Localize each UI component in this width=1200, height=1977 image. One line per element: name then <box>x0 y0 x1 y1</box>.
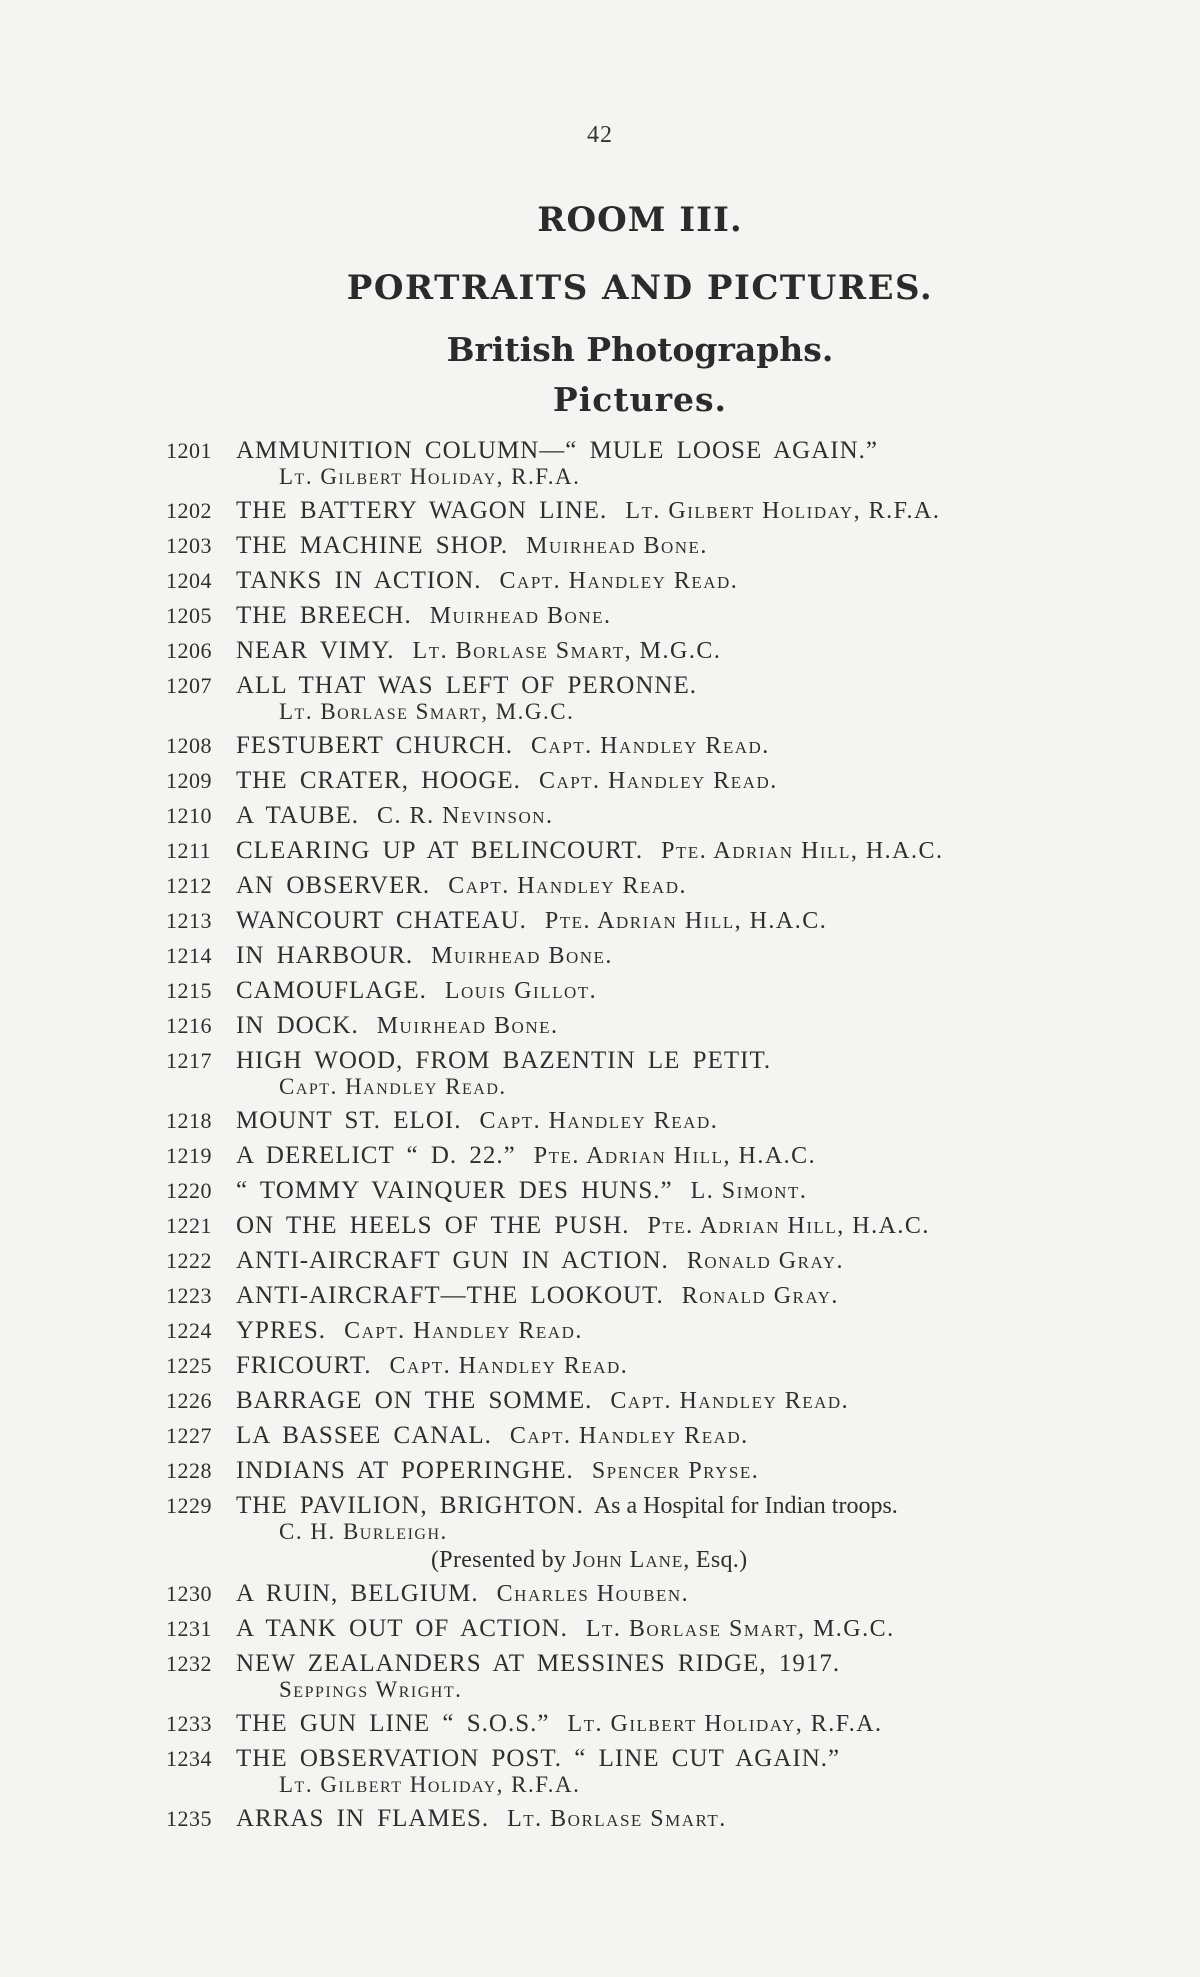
entry-artist: Lt. Borlase Smart, M.G.C. <box>585 1616 895 1642</box>
entry-artist: Lt. Borlase Smart. <box>507 1806 727 1832</box>
section-heading: PORTRAITS AND PICTURES. <box>346 268 934 308</box>
entry-title: HIGH WOOD, FROM BAZENTIN LE PETIT. <box>236 1047 772 1074</box>
entry-number: 1217 <box>166 1048 212 1073</box>
entry-artist: Lt. Gilbert Holiday, R.F.A. <box>567 1711 883 1737</box>
entry-title: BARRAGE ON THE SOMME. <box>236 1387 593 1414</box>
entry-line <box>166 1011 1126 1041</box>
entry-line <box>166 906 1126 936</box>
entry-artist: Capt. Handley Read. <box>610 1388 850 1414</box>
catalogue-entry <box>166 1491 1126 1574</box>
catalogue-entry <box>166 766 1126 796</box>
entry-artist: Ronald Gray. <box>681 1283 839 1309</box>
entry-title: A TANK OUT OF ACTION. <box>236 1615 568 1642</box>
entry-title: “ TOMMY VAINQUER DES HUNS.” <box>236 1177 673 1204</box>
entry-number: 1226 <box>166 1388 212 1413</box>
catalogue-list <box>166 436 1126 1839</box>
entry-artist: Lt. Borlase Smart, M.G.C. <box>279 699 575 724</box>
entry-number: 1208 <box>166 733 212 758</box>
entry-title: ANTI-AIRCRAFT GUN IN ACTION. <box>236 1247 669 1274</box>
entry-note: As a Hospital for Indian troops. <box>593 1493 898 1519</box>
entry-artist: Ronald Gray. <box>686 1248 844 1274</box>
entry-title: CAMOUFLAGE. <box>236 977 427 1004</box>
catalogue-entry <box>166 1456 1126 1486</box>
entry-line <box>166 1491 1126 1521</box>
catalogue-entry <box>166 1709 1126 1739</box>
entry-title: CLEARING UP AT BELINCOURT. <box>236 837 644 864</box>
entry-artist: Capt. Handley Read. <box>389 1353 629 1379</box>
entry-artist: Pte. Adrian Hill, H.A.C. <box>647 1213 930 1239</box>
entry-number: 1229 <box>166 1493 212 1518</box>
entry-title: WANCOURT CHATEAU. <box>236 907 527 934</box>
entry-line <box>166 1316 1126 1346</box>
entry-line <box>166 436 1126 466</box>
entry-artist: Muirhead Bone. <box>376 1013 559 1039</box>
entry-title: YPRES. <box>236 1317 327 1344</box>
entry-number: 1224 <box>166 1318 212 1343</box>
entry-number: 1210 <box>166 803 212 828</box>
entry-line <box>166 1386 1126 1416</box>
entry-line <box>166 496 1126 526</box>
entry-title: NEAR VIMY. <box>236 637 395 664</box>
entry-artist: Muirhead Bone. <box>431 943 613 969</box>
entry-line <box>166 1804 1126 1834</box>
entry-line <box>166 1141 1126 1171</box>
catalogue-entry <box>166 671 1126 726</box>
entry-number: 1205 <box>166 603 212 628</box>
entry-artist: Muirhead Bone. <box>429 603 612 629</box>
entry-line <box>166 766 1126 796</box>
entry-artist: Seppings Wright. <box>279 1677 463 1702</box>
entry-title: A DERELICT “ D. 22.” <box>236 1142 516 1169</box>
entry-title: THE BREECH. <box>236 602 412 629</box>
catalogue-entry <box>166 836 1126 866</box>
entry-number: 1235 <box>166 1806 212 1831</box>
entry-line <box>166 731 1126 761</box>
catalogue-entry <box>166 1744 1126 1799</box>
entry-title: THE BATTERY WAGON LINE. <box>236 497 608 524</box>
entry-line <box>166 1709 1126 1739</box>
entry-artist: Capt. Handley Read. <box>509 1423 749 1449</box>
entry-line <box>166 1744 1126 1774</box>
room-heading: ROOM III. <box>537 200 743 240</box>
entry-line <box>166 1614 1126 1644</box>
entry-line <box>166 1456 1126 1486</box>
entry-artist: Lt. Borlase Smart, M.G.C. <box>412 638 722 664</box>
entry-line <box>166 566 1126 596</box>
entry-artist: Capt. Handley Read. <box>499 568 739 594</box>
entry-title: TANKS IN ACTION. <box>236 567 482 594</box>
entry-artist: Pte. Adrian Hill, H.A.C. <box>544 908 828 934</box>
entry-title: THE CRATER, HOOGE. <box>236 767 521 794</box>
catalogue-entry <box>166 801 1126 831</box>
entry-line <box>166 1246 1126 1276</box>
presented-suffix: , Esq.) <box>683 1547 748 1573</box>
entry-line <box>166 601 1126 631</box>
entry-title: LA BASSEE CANAL. <box>236 1422 492 1449</box>
entry-title: AN OBSERVER. <box>236 872 431 899</box>
entry-artist: Muirhead Bone. <box>526 533 708 559</box>
entry-artist: Capt. Handley Read. <box>344 1318 583 1344</box>
entry-artist: Capt. Handley Read. <box>538 768 778 794</box>
catalogue-entry <box>166 1351 1126 1381</box>
catalogue-entry <box>166 1106 1126 1136</box>
catalogue-entry <box>166 1011 1126 1041</box>
entry-line <box>166 801 1126 831</box>
entry-title: ARRAS IN FLAMES. <box>236 1805 490 1832</box>
entry-artist: Pte. Adrian Hill, H.A.C. <box>533 1143 817 1169</box>
entry-number: 1228 <box>166 1458 212 1483</box>
entry-number: 1207 <box>166 673 212 698</box>
catalogue-entry <box>166 436 1126 491</box>
entry-number: 1234 <box>166 1746 212 1771</box>
entry-line <box>166 1046 1126 1076</box>
presented-donor: John Lane <box>572 1547 684 1573</box>
catalogue-entry <box>166 1649 1126 1704</box>
catalogue-entry <box>166 496 1126 526</box>
entry-artist: Capt. Handley Read. <box>531 733 770 759</box>
entry-title: A RUIN, BELGIUM. <box>236 1580 479 1607</box>
entry-number: 1232 <box>166 1651 212 1676</box>
catalogue-entry <box>166 1176 1126 1206</box>
catalogue-entry <box>166 636 1126 666</box>
entry-artist: Louis Gillot. <box>444 978 598 1004</box>
entry-title: FRICOURT. <box>236 1352 372 1379</box>
catalogue-entry <box>166 976 1126 1006</box>
entry-artist: Pte. Adrian Hill, H.A.C. <box>661 838 944 864</box>
entry-artist: L. Simont. <box>690 1178 808 1204</box>
catalogue-entry <box>166 1246 1126 1276</box>
catalogue-entry <box>166 1614 1126 1644</box>
entry-number: 1202 <box>166 498 212 523</box>
catalogue-entry <box>166 566 1126 596</box>
entry-line <box>166 531 1126 561</box>
entry-number: 1230 <box>166 1581 212 1606</box>
entry-artist: Capt. Handley Read. <box>479 1108 719 1134</box>
entry-artist: C. H. Burleigh. <box>279 1519 448 1544</box>
entry-artist: Lt. Gilbert Holiday, R.F.A. <box>279 1772 581 1797</box>
entry-title: FESTUBERT CHURCH. <box>236 732 514 759</box>
entry-title: INDIANS AT POPERINGHE. <box>236 1457 574 1484</box>
page-number: 42 <box>587 122 613 148</box>
entry-title: THE PAVILION, BRIGHTON. <box>236 1492 584 1519</box>
catalogue-entry <box>166 1421 1126 1451</box>
entry-title: IN DOCK. <box>236 1012 359 1039</box>
entry-line <box>166 1649 1126 1679</box>
subsection-heading: British Photographs. <box>446 330 834 369</box>
catalogue-entry <box>166 1211 1126 1241</box>
entry-number: 1204 <box>166 568 212 593</box>
catalogue-entry <box>166 1281 1126 1311</box>
catalogue-entry <box>166 871 1126 901</box>
entry-title: THE MACHINE SHOP. <box>236 532 509 559</box>
entry-number: 1223 <box>166 1283 212 1308</box>
entry-number: 1220 <box>166 1178 212 1203</box>
entry-title: THE OBSERVATION POST. “ LINE CUT AGAIN.” <box>236 1745 841 1772</box>
entry-title: ANTI-AIRCRAFT—THE LOOKOUT. <box>236 1282 664 1309</box>
entry-line <box>166 1351 1126 1381</box>
entry-number: 1218 <box>166 1108 212 1133</box>
entry-number: 1221 <box>166 1213 212 1238</box>
entry-line <box>166 636 1126 666</box>
entry-number: 1231 <box>166 1616 212 1641</box>
entry-artist: Lt. Gilbert Holiday, R.F.A. <box>279 464 581 489</box>
entry-number: 1201 <box>166 438 212 463</box>
entry-line <box>166 1579 1126 1609</box>
entry-title: A TAUBE. <box>236 802 360 829</box>
entry-title: ALL THAT WAS LEFT OF PERONNE. <box>236 672 697 699</box>
entry-number: 1213 <box>166 908 212 933</box>
entry-line <box>166 1281 1126 1311</box>
entry-line <box>166 1176 1126 1206</box>
presented-prefix: (Presented by <box>431 1547 567 1573</box>
entry-number: 1219 <box>166 1143 212 1168</box>
entry-number: 1227 <box>166 1423 212 1448</box>
entry-line <box>166 836 1126 866</box>
entry-number: 1212 <box>166 873 212 898</box>
entry-line <box>166 941 1126 971</box>
entry-artist: Spencer Pryse. <box>591 1458 760 1484</box>
entry-line <box>166 1106 1126 1136</box>
catalogue-entry <box>166 601 1126 631</box>
entry-title: ON THE HEELS OF THE PUSH. <box>236 1212 630 1239</box>
catalogue-entry <box>166 941 1126 971</box>
entry-line <box>166 671 1126 701</box>
entry-number: 1225 <box>166 1353 212 1378</box>
catalogue-entry <box>166 906 1126 936</box>
entry-artist: C. R. Nevinson. <box>377 803 554 829</box>
entry-number: 1216 <box>166 1013 212 1038</box>
category-heading: Pictures. <box>552 380 728 419</box>
entry-number: 1209 <box>166 768 212 793</box>
entry-presented-note <box>166 1546 1126 1574</box>
catalogue-entry <box>166 1804 1126 1834</box>
catalogue-entry <box>166 1386 1126 1416</box>
entry-number: 1214 <box>166 943 212 968</box>
catalogue-entry <box>166 1141 1126 1171</box>
entry-title: THE GUN LINE “ S.O.S.” <box>236 1710 550 1737</box>
entry-line <box>166 871 1126 901</box>
catalogue-entry <box>166 1316 1126 1346</box>
entry-number: 1206 <box>166 638 212 663</box>
entry-title: AMMUNITION COLUMN—“ MULE LOOSE AGAIN.” <box>236 437 878 464</box>
entry-number: 1222 <box>166 1248 212 1273</box>
catalogue-entry <box>166 731 1126 761</box>
entry-line <box>166 1211 1126 1241</box>
entry-artist: Lt. Gilbert Holiday, R.F.A. <box>625 498 941 524</box>
entry-title: NEW ZEALANDERS AT MESSINES RIDGE, 1917. <box>236 1650 841 1677</box>
entry-line <box>166 976 1126 1006</box>
entry-title: IN HARBOUR. <box>236 942 414 969</box>
entry-title: MOUNT ST. ELOI. <box>236 1107 462 1134</box>
entry-artist: Capt. Handley Read. <box>279 1074 507 1099</box>
entry-artist: Capt. Handley Read. <box>448 873 687 899</box>
entry-number: 1215 <box>166 978 212 1003</box>
catalogue-entry <box>166 531 1126 561</box>
catalogue-entry <box>166 1579 1126 1609</box>
catalogue-entry <box>166 1046 1126 1101</box>
entry-number: 1233 <box>166 1711 212 1736</box>
entry-number: 1211 <box>166 838 212 863</box>
entry-artist: Charles Houben. <box>496 1581 690 1607</box>
entry-number: 1203 <box>166 533 212 558</box>
entry-line <box>166 1421 1126 1451</box>
